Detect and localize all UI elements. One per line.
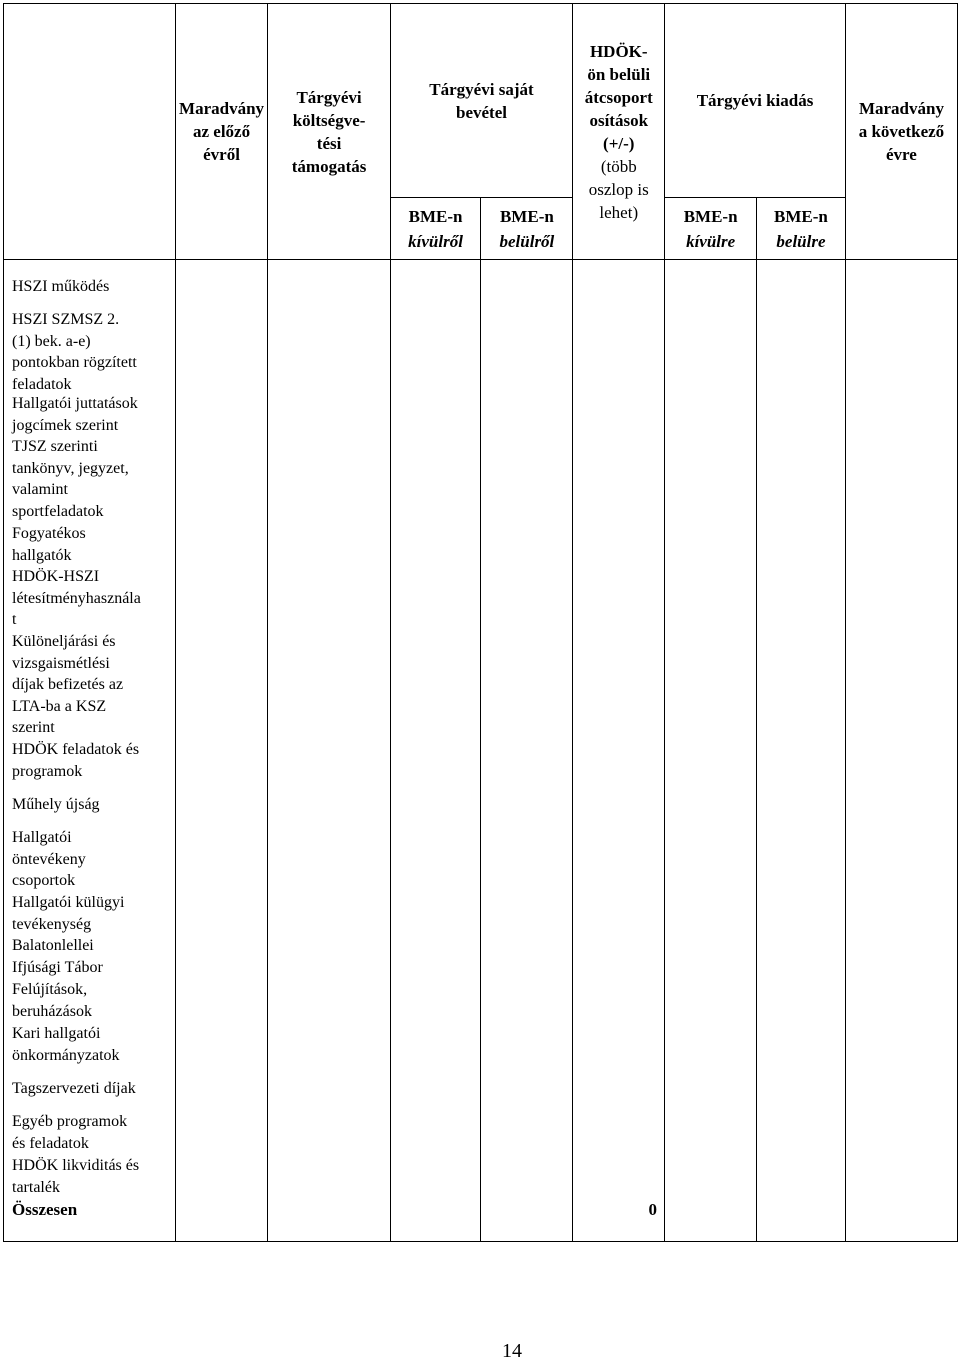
subheader-to-outside: BME-n kívülre [665,198,757,260]
row-label: Felújítások, beruházások [12,981,92,1020]
header-own-income: Tárgyévi saját bevétel [390,4,573,198]
row-label: Egyéb programok és feladatok [12,1113,128,1152]
page-number: 14 [502,1340,522,1362]
header-prev-remainder: Maradvány az előző évről [175,4,268,260]
empty-cell [845,260,957,1242]
subheader-to-inside: BME-n belülre [757,198,846,260]
header-expenditure: Tárgyévi kiadás [665,4,846,198]
row-label: TJSZ szerinti tankönyv, jegyzet, valamint sportfeladatok [12,438,129,520]
empty-cell [665,260,757,1242]
row-label: Különeljárási és vizsgaismétlési díjak befizetés az LTA-ba a KSZ szerint [12,633,124,736]
row-label: Tagszervezeti díjak [12,1080,136,1097]
row-label: Hallgatói öntevékeny csoportok [12,829,86,889]
row-label: Hallgatói juttatások jogcímek szerint [12,395,138,434]
subheader-from-outside: BME-n kívülről [390,198,481,260]
row-label: HSZI SZMSZ 2. (1) bek. a-e) pontokban rögzített feladatok [12,311,137,393]
row-section-title: HSZI működés [12,278,110,295]
total-value: 0 [648,1200,657,1219]
row-label: HDÖK-HSZI létesítményhasznála t [12,568,141,628]
header-budget-support: Tárgyévi költségve- tési támogatás [268,4,390,260]
corner-cell [4,4,176,260]
empty-cell [757,260,846,1242]
header-next-remainder: Maradvány a következő évre [845,4,957,260]
row-label: HDÖK likviditás és tartalék [12,1157,140,1196]
row-label: HDÖK feladatok és programok [12,741,140,780]
total-label: Összesen [12,1200,78,1219]
empty-cell [573,260,665,1242]
empty-cell [175,260,268,1242]
empty-cell [268,260,390,1242]
row-label: Műhely újság [12,796,100,813]
row-label: Hallgatói külügyi tevékenység [12,894,125,933]
row-label: Fogyatékos hallgatók [12,525,86,564]
row-label: Kari hallgatói önkormányzatok [12,1025,120,1064]
empty-cell [390,260,481,1242]
header-internal-transfers: HDÖK- ön belüli átcsoport osítások (+/-) (több oszlop is lehet) [573,4,665,260]
subheader-from-inside: BME-n belülről [481,198,573,260]
empty-cell [481,260,573,1242]
row-label: Balatonlellei Ifjúsági Tábor [12,937,103,976]
